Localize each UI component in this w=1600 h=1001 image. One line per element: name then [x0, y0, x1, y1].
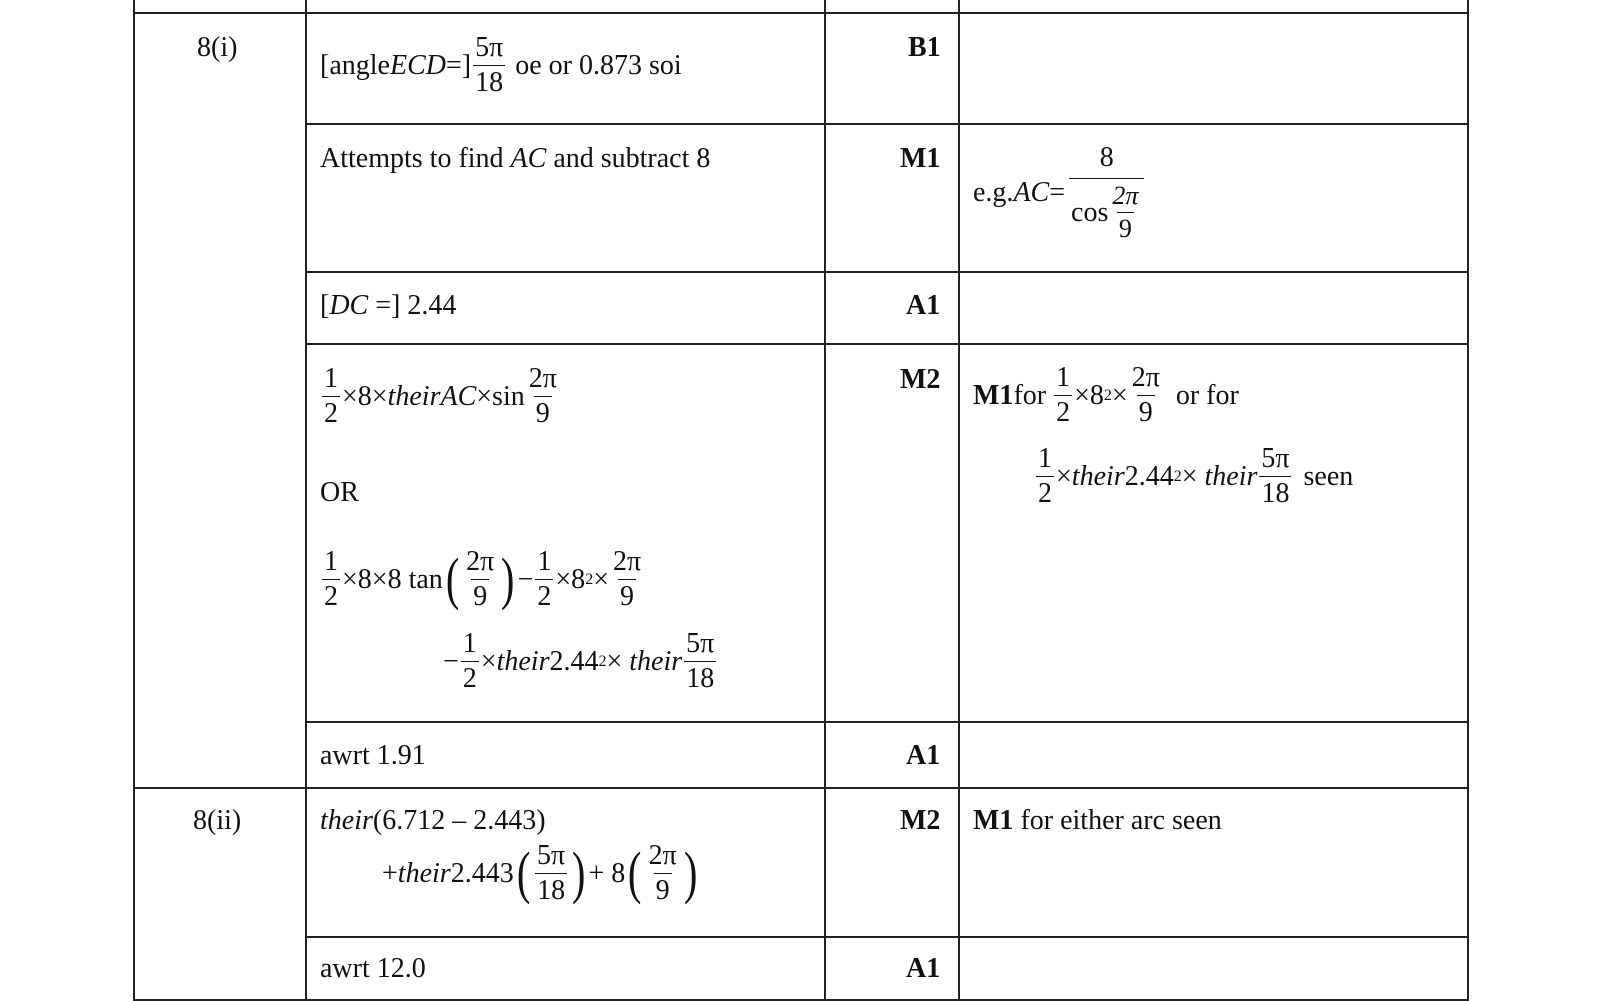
- answer-cell: [320, 34, 682, 97]
- row-divider: [305, 343, 1469, 345]
- mark-code: B1: [908, 32, 941, 63]
- fraction: 8 cos $\frac{2\pi}{9}$: [1069, 144, 1144, 242]
- answer-expression: their(6.712 – 2.443): [320, 805, 546, 836]
- answer-var: ECD: [389, 49, 446, 81]
- answer-text: awrt 1.91: [320, 740, 426, 771]
- question-number: 8(ii): [193, 805, 242, 836]
- guidance-cell: e.g. AC = 8 cos $\frac{2\pi}{9}$: [973, 144, 1146, 242]
- row-divider: [305, 123, 1469, 125]
- mark-code: M2: [900, 805, 941, 836]
- answer-expression: − $\frac{1}{2}$ × their 2.44 2 × their $\frac{5\pi}{18}$: [443, 628, 715, 694]
- answer-text: oe or 0.873 soi: [515, 49, 682, 81]
- mark-code: M1: [900, 143, 941, 174]
- column-divider: [824, 0, 826, 1001]
- answer-expression: $\frac{1}{2}$ ×8×8 tan ( $\frac{2\pi}{9}$ ) − $\frac{1}{2}$ ×8 2 × $\frac{2\pi}{9}$: [324, 546, 642, 612]
- answer-text: Attempts to find AC and subtract 8: [320, 143, 711, 174]
- answer-text: awrt 12.0: [320, 953, 426, 984]
- row-divider: [305, 936, 1469, 938]
- row-divider: [305, 721, 1469, 723]
- guidance-text: M1 for either arc seen: [973, 805, 1222, 836]
- fraction: $\frac{5\pi}{18}$: [475, 32, 504, 98]
- column-divider: [958, 0, 960, 1001]
- guidance-expression: $\frac{1}{2}$ × their 2.44 2 × their $\frac{5\pi}{18}$ seen: [1038, 443, 1354, 509]
- column-divider: [305, 0, 307, 1001]
- row-divider: [305, 271, 1469, 273]
- answer-text: [DC =] 2.44: [320, 290, 457, 321]
- row-divider-section: [133, 787, 1469, 789]
- guidance-expression: M1 for $\frac{1}{2}$ ×8 2 × $\frac{2\pi}{9}$ or for: [973, 362, 1239, 428]
- mark-code: A1: [906, 740, 941, 771]
- column-divider: [133, 0, 135, 1001]
- row-divider-top: [133, 12, 1469, 14]
- column-divider: [1467, 0, 1469, 1001]
- mark-code: A1: [906, 290, 941, 321]
- mark-code: A1: [906, 953, 941, 984]
- answer-text: =]: [445, 49, 472, 81]
- answer-text: [angle: [320, 49, 390, 81]
- mark-code: M2: [900, 364, 941, 395]
- answer-expression: + their 2.443 ( $\frac{5\pi}{18}$ ) + 8 ( $\frac{2\pi}{9}$ ): [382, 840, 698, 906]
- question-number: 8(i): [197, 32, 238, 63]
- or-label: OR: [320, 477, 359, 508]
- answer-expression: $\frac{1}{2}$ ×8× theirAC ×sin $\frac{2\pi}{9}$: [324, 363, 557, 429]
